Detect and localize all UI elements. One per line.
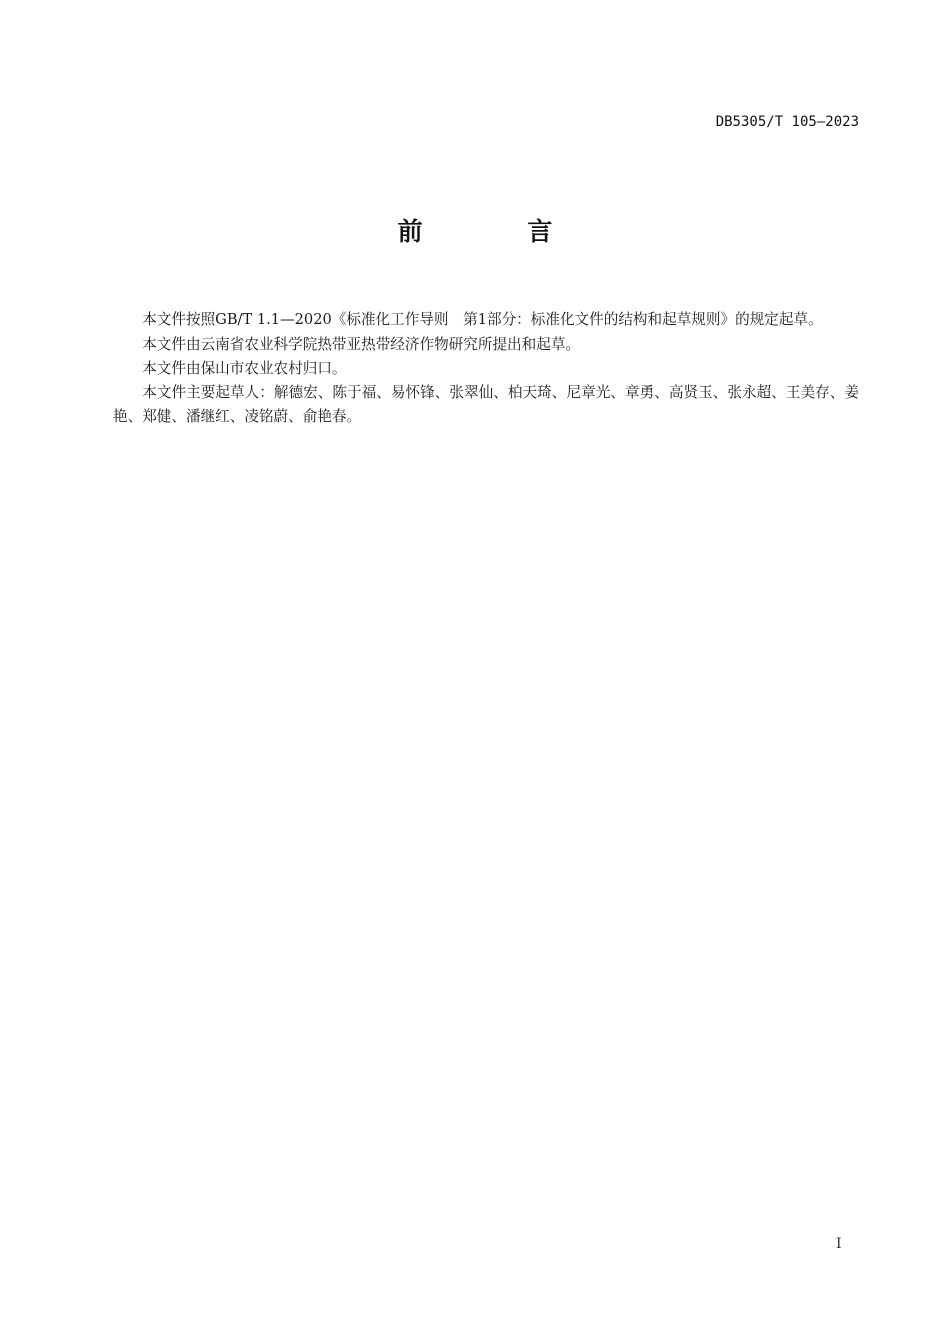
- paragraph-drafting-basis: 本文件按照GB/T 1.1—2020《标准化工作导则 第1部分：标准化文件的结构和起草规则》的规定起草。: [142, 311, 823, 328]
- page-number: I: [836, 1236, 842, 1252]
- paragraph-responsible-unit: 本文件由保山市农业农村归口。: [142, 360, 347, 377]
- page-title: 前 言: [397, 217, 601, 246]
- foreword-body: [113, 306, 859, 429]
- paragraph-drafters: 本文件主要起草人：解德宏、陈于福、易怀锋、张翠仙、柏天琦、尼章光、章勇、高贤玉、张永超、王美存、姜艳、郑健、潘继红、凌铭蔚、俞艳春。: [113, 384, 859, 425]
- paragraph-proposer: 本文件由云南省农业科学院热带亚热带经济作物研究所提出和起草。: [142, 336, 581, 353]
- document-code: DB5305/T 105—2023: [715, 114, 859, 130]
